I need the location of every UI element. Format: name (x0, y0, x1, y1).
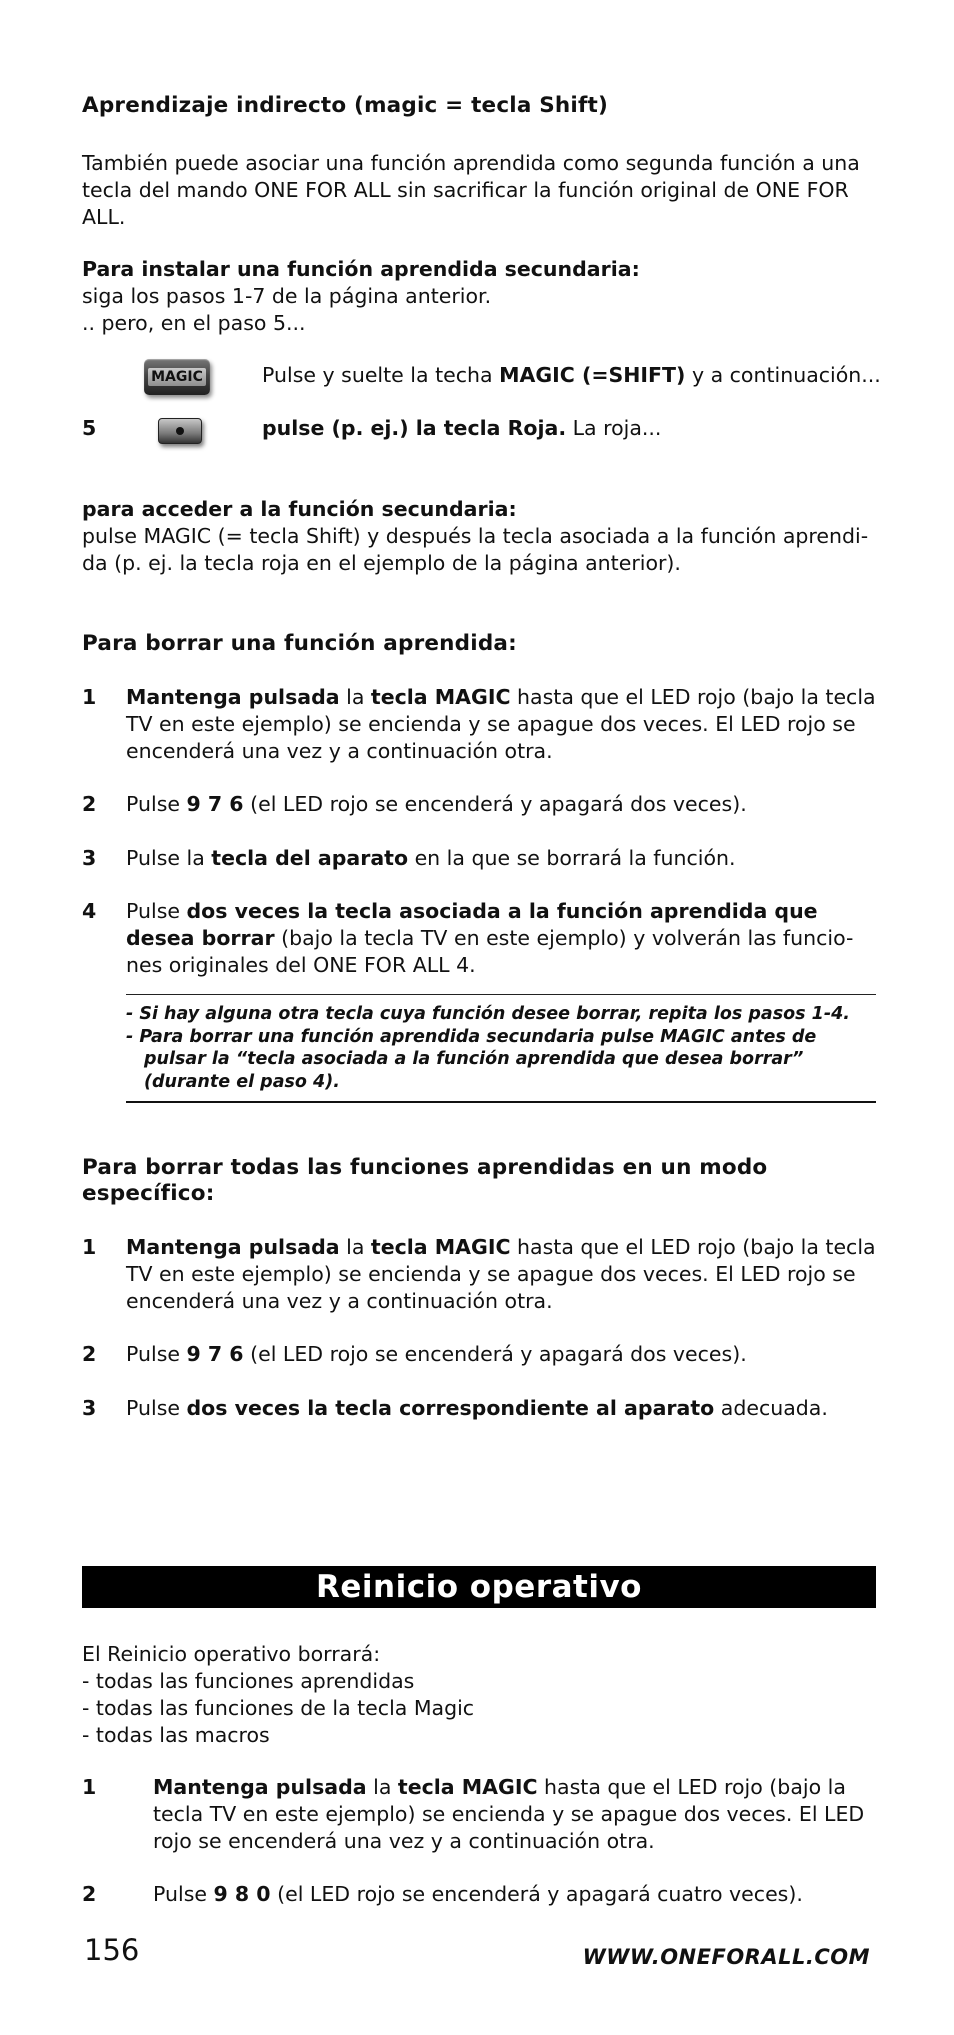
access-heading: para acceder a la función secundaria: (82, 497, 517, 521)
step-text: Pulse 9 7 6 (el LED rojo se encenderá y apagará dos veces). (126, 792, 747, 816)
reset-intro-line: - todas las funciones de la tecla Magic (82, 1696, 475, 1720)
row2-text-c: cla Roja. (467, 416, 567, 440)
step-number: 1 (82, 1235, 97, 1259)
step-number: 1 (82, 1775, 97, 1799)
step-number: 3 (82, 1396, 97, 1420)
install-line-1: siga los pasos 1-7 de la página anterior. (82, 284, 492, 308)
reset-intro (82, 1641, 876, 1749)
section-heading-delete-all: Para borrar todas las funciones aprendidas en un modo específico: (82, 1155, 768, 1206)
delete-all-step-2 (82, 1341, 876, 1368)
row2-text-b: e (453, 416, 468, 440)
row1-text-b: MAGIC (=SHIFT) (499, 363, 686, 387)
step-row-magic (262, 362, 881, 389)
red-key-icon (158, 418, 202, 444)
reset-step-2 (82, 1881, 876, 1908)
delete-step-4 (82, 898, 876, 980)
delete-all-step-1 (82, 1234, 876, 1316)
step-text: Pulse 9 8 0 (el LED rojo se encenderá y apagará cuatro veces). (153, 1882, 803, 1906)
step-text: Pulse la tecla del aparato en la que se borrará la función. (126, 846, 736, 870)
row2-text-d: La roja... (566, 416, 662, 440)
reset-step-1 (82, 1774, 876, 1856)
note-box (126, 994, 876, 1103)
delete-step-2 (82, 791, 876, 818)
row2-text-a: pulse (p. ej.) la t (262, 416, 454, 440)
row2-step-number: 5 (82, 416, 97, 440)
magic-key-label: MAGIC (148, 368, 206, 386)
step-number: 3 (82, 846, 97, 870)
reset-intro-line: El Reinicio operativo borrará: (82, 1642, 381, 1666)
magic-key-icon (144, 359, 210, 395)
website-url: WWW.ONEFORALL.COM (582, 1945, 870, 1969)
step-number: 2 (82, 1342, 97, 1366)
install-line-2: .. pero, en el paso 5... (82, 311, 306, 335)
row1-text-c: y a continuación... (685, 363, 881, 387)
step-text: Mantenga pulsada la tecla MAGIC hasta que el LED rojo (bajo la tecla TV en este ejemplo) se encienda y se apague dos veces. El LED rojo se encenderá una vez y a continuación otra. (153, 1775, 865, 1853)
row1-text-a: Pulse y suelte la techa (262, 363, 500, 387)
delete-step-1 (82, 684, 876, 766)
step-number: 4 (82, 899, 97, 923)
access-paragraph: pulse MAGIC (= tecla Shift) y después la tecla asociada a la función aprendi-da (p. ej. la tecla roja en el ejemplo de la página anterior). (82, 524, 869, 575)
section-heading-delete-one: Para borrar una función aprendida: (82, 631, 517, 656)
step-text: Mantenga pulsada la tecla MAGIC hasta que el LED rojo (bajo la tecla TV en este ejemplo) se encienda y se apague dos veces. El LED rojo se encenderá una vez y a continuación otra. (126, 1235, 876, 1313)
install-heading: Para instalar una función aprendida secundaria: (82, 257, 640, 281)
step-text: Pulse dos veces la tecla asociada a la función aprendida que desea borrar (bajo la tecla TV en este ejemplo) y volverán las funcio-nes originales del ONE FOR ALL 4. (126, 899, 854, 977)
step-text: Mantenga pulsada la tecla MAGIC hasta que el LED rojo (bajo la tecla TV en este ejemplo) se encienda y se apague dos veces. El LED rojo se encenderá una vez y a continuación otra. (126, 685, 876, 763)
section-banner-reset: Reinicio operativo (82, 1566, 876, 1608)
step-text: Pulse 9 7 6 (el LED rojo se encenderá y apagará dos veces). (126, 1342, 747, 1366)
delete-all-step-3 (82, 1395, 876, 1422)
intro-paragraph: También puede asociar una función aprendida como segunda función a una tecla del mando ONE FOR ALL sin sacrificar la función original de ONE FOR ALL. (82, 151, 860, 229)
section-heading-indirect-learning: Aprendizaje indirecto (magic = tecla Shift) (82, 93, 609, 118)
page-number: 156 (84, 1933, 140, 1967)
reset-intro-line: - todas las macros (82, 1723, 270, 1747)
step-text: Pulse dos veces la tecla correspondiente al aparato adecuada. (126, 1396, 828, 1420)
step-number: 2 (82, 792, 97, 816)
note-line-2: - Para borrar una función aprendida secundaria pulse MAGIC antes de pulsar la “tecla asociada a la función aprendida que desea borrar” (durante el paso 4). (126, 1026, 817, 1092)
reset-intro-line: - todas las funciones aprendidas (82, 1669, 415, 1693)
step-number: 1 (82, 685, 97, 709)
step-number: 2 (82, 1882, 97, 1906)
delete-step-3 (82, 845, 876, 872)
note-line-1: - Si hay alguna otra tecla cuya función desee borrar, repita los pasos 1-4. (126, 1004, 850, 1024)
step-row-red (262, 415, 876, 442)
